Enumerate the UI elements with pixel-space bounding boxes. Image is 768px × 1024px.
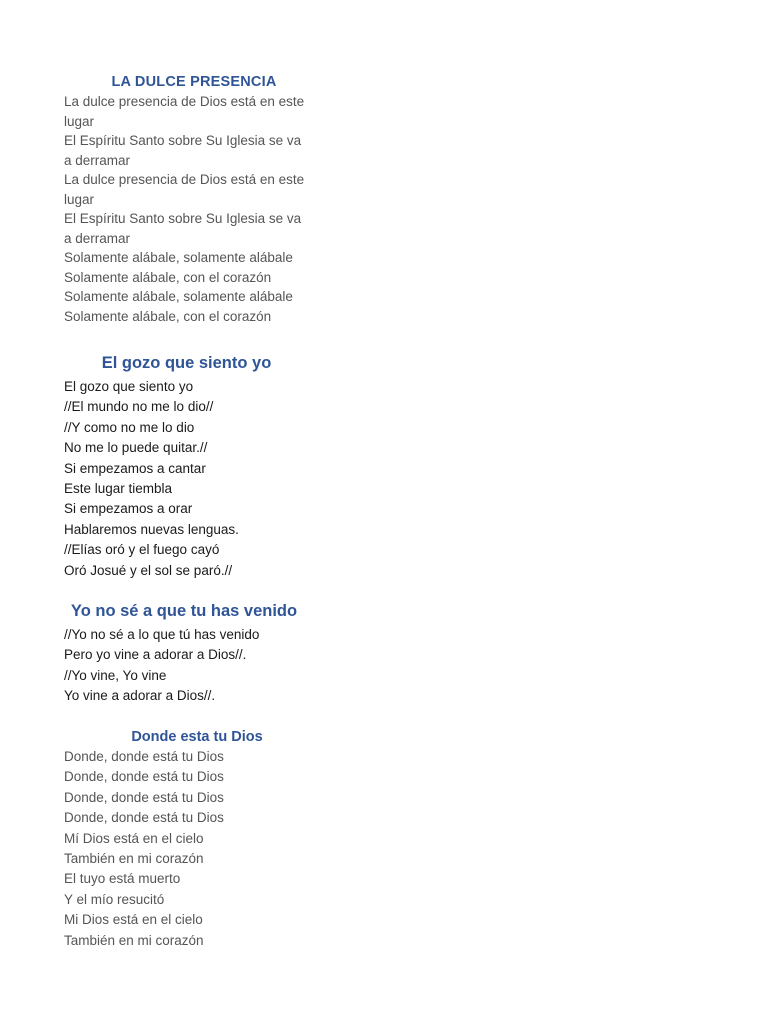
lyric-line: Pero yo vine a adorar a Dios//.	[64, 647, 247, 663]
lyric-line: Donde, donde está tu Dios	[64, 789, 224, 805]
song-el-gozo-que-siento-yo	[64, 351, 314, 581]
lyric-line: Donde, donde está tu Dios	[64, 749, 224, 764]
lyrics-list	[64, 377, 314, 581]
lyric-line: El Espíritu Santo sobre Su Iglesia se va a derramar	[64, 211, 302, 246]
song-title: Donde esta tu Dios	[131, 729, 263, 745]
lyric-line: También en mi corazón	[64, 851, 204, 867]
lyric-line: Hablaremos nuevas lenguas.	[64, 521, 239, 537]
lyric-line: Y el mío resucitó	[64, 891, 165, 907]
lyric-line: Yo vine a adorar a Dios//.	[64, 688, 216, 704]
lyric-line: //Y como no me lo dio	[64, 419, 195, 435]
lyric-line: //Yo no sé a lo que tú has venido	[64, 627, 260, 642]
lyric-line: Oró Josué y el sol se paró.//	[64, 562, 233, 578]
lyric-line: El gozo que siento yo	[64, 379, 194, 394]
lyric-line: El Espíritu Santo sobre Su Iglesia se va a derramar	[64, 133, 302, 168]
lyric-line: Solamente alábale, solamente alábale	[64, 250, 293, 265]
lyric-line: También en mi corazón	[64, 932, 204, 948]
lyric-line: Donde, donde está tu Dios	[64, 810, 224, 826]
song-title: LA DULCE PRESENCIA	[111, 74, 277, 90]
lyric-line: La dulce presencia de Dios está en este lugar	[64, 172, 305, 207]
lyric-line: //El mundo no me lo dio//	[64, 399, 214, 415]
lyrics-list	[64, 747, 314, 951]
song-la-dulce-presencia	[64, 72, 314, 326]
lyric-line: Solamente alábale, solamente alábale	[64, 289, 293, 304]
lyric-line: Solamente alábale, con el corazón	[64, 308, 272, 324]
lyrics-list	[64, 625, 314, 707]
lyric-line: La dulce presencia de Dios está en este lugar	[64, 94, 305, 129]
lyric-line: Si empezamos a orar	[64, 501, 193, 517]
lyric-line: //Elías oró y el fuego cayó	[64, 542, 220, 558]
lyric-line: Donde, donde está tu Dios	[64, 769, 224, 785]
song-title: Yo no sé a que tu has venido	[70, 602, 298, 620]
lyric-line: Solamente alábale, con el corazón	[64, 269, 272, 285]
lyric-line: Mi Dios está en el cielo	[64, 912, 203, 928]
lyric-line: Si empezamos a cantar	[64, 460, 206, 476]
lyric-line: El tuyo está muerto	[64, 871, 181, 887]
lyric-line: Este lugar tiembla	[64, 481, 173, 497]
song-donde-esta-tu-dios	[64, 727, 314, 951]
song-title: El gozo que siento yo	[101, 354, 272, 372]
lyrics-list	[64, 92, 314, 326]
lyric-line: //Yo vine, Yo vine	[64, 667, 167, 683]
song-yo-no-se-a-que-tu-has-venido	[64, 599, 314, 707]
lyric-line: No me lo puede quitar.//	[64, 440, 208, 456]
lyric-line: Mí Dios está en el cielo	[64, 830, 204, 846]
